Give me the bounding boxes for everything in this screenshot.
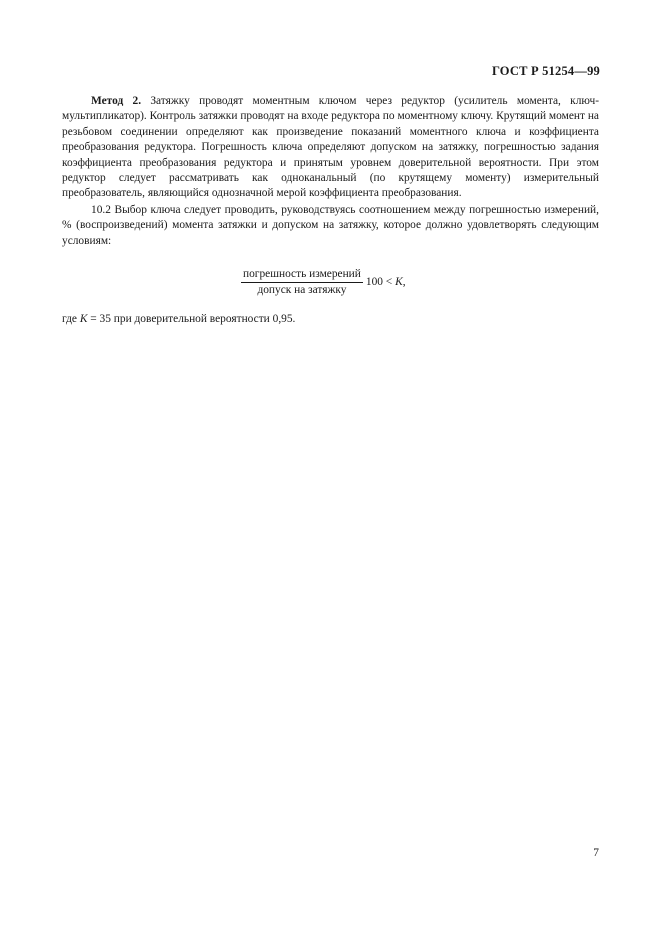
document-header: ГОСТ Р 51254—99 bbox=[491, 64, 600, 78]
where-text: = 35 при доверительной вероятности 0,95. bbox=[87, 313, 296, 326]
where-symbol: K bbox=[79, 313, 88, 326]
where-clause bbox=[62, 312, 599, 327]
formula-rhs-end: , bbox=[402, 275, 406, 288]
page-number: 7 bbox=[593, 847, 599, 859]
formula-rhs-symbol: K bbox=[395, 275, 403, 288]
method-2-lead: Метод 2. bbox=[91, 95, 142, 107]
paragraph-method-2 bbox=[62, 94, 599, 202]
formula-rhs bbox=[366, 275, 406, 290]
formula bbox=[241, 268, 599, 298]
document-body bbox=[62, 94, 599, 327]
where-prefix: где bbox=[62, 313, 80, 326]
formula-rhs-value: 100 < bbox=[365, 275, 396, 288]
paragraph-10-2: 10.2 Выбор ключа следует проводить, руководствуясь соотношением между погрешностью измерений, % (воспроизведений) момента затяжки и допуском на затяжку, которое должно удовлетворять следующим условиям: bbox=[62, 203, 599, 247]
formula-fraction bbox=[241, 268, 363, 297]
formula-denominator: допуск на затяжку bbox=[257, 284, 347, 297]
method-2-text: Затяжку проводят моментным ключом через редуктор (усилитель момента, ключ-мультипликатор). Контроль затяжки проводят на входе редуктора по моментному ключу. Крутящий момент на резьбовом соединении определяют как произведение показаний моментного ключа и коэффициента преобразования редуктора. Погрешность ключа определяют допуском на затяжку, погрешностью задания коэффициента преобразования редуктора и принятым уровнем доверительной вероятности. При этом редуктор следует рассматривать как одноканальный (по крутящему моменту) измерительный преобразователь, являющийся однозначной мерой коэффициента преобразования. bbox=[62, 95, 599, 200]
formula-numerator: погрешность измерений bbox=[241, 268, 363, 283]
